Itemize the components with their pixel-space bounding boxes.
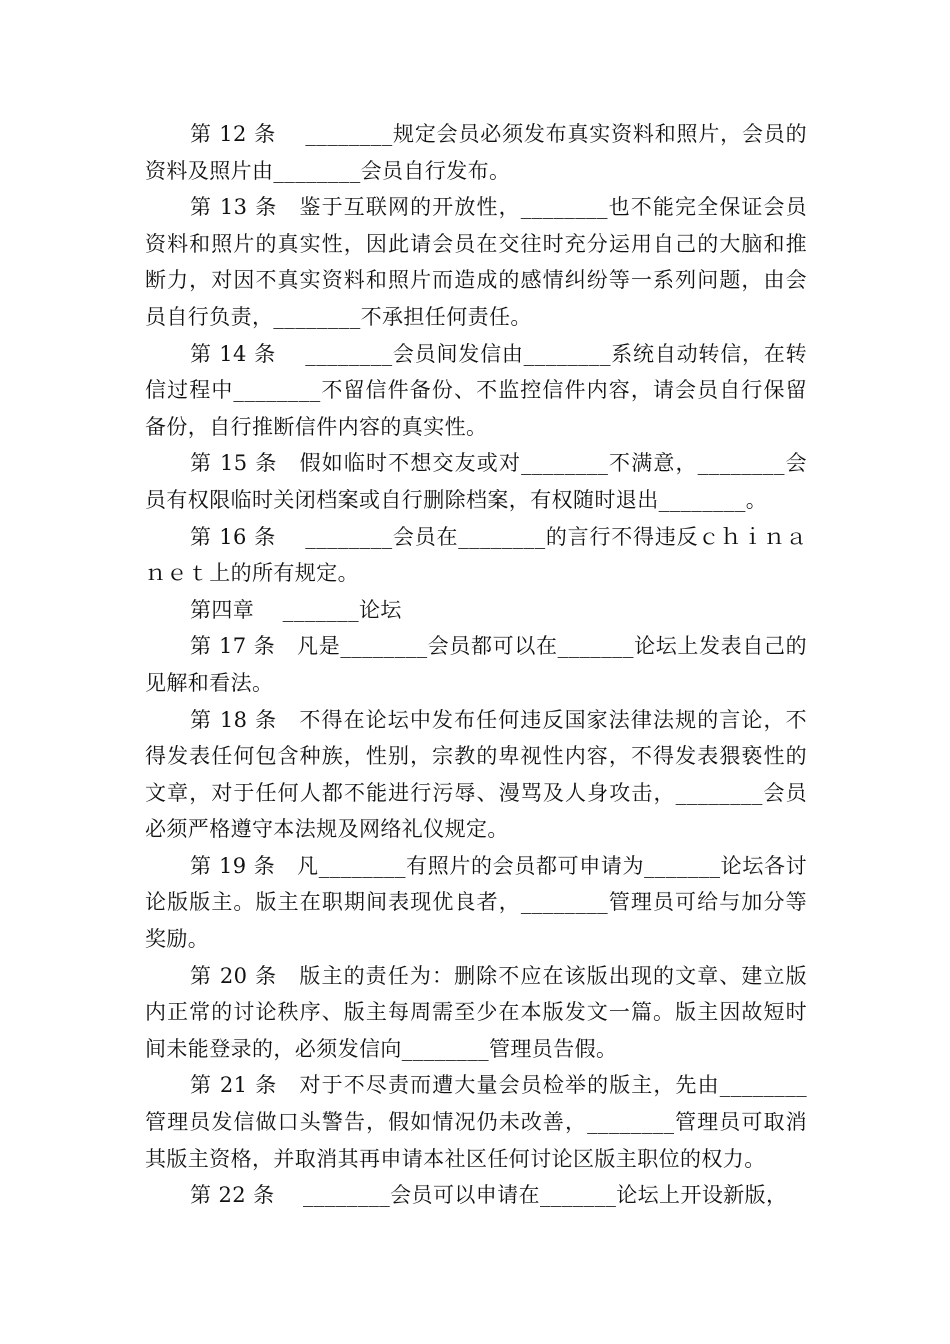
article-20: 第 20 条 版主的责任为：删除不应在该版出现的文章、建立版内正常的讨论秩序、版主每周需至少在本版发文一篇。版主因故短时间未能登录的，必须发信向________管理员告假。 [145, 963, 807, 1061]
article-21: 第 21 条 对于不尽责而遭大量会员检举的版主，先由________管理员发信做口头警告，假如情况仍未改善，________管理员可取消其版主资格，并取消其再申请本社区任何讨论区版主职位的权力。 [145, 1073, 807, 1171]
article-13: 第 13 条 鉴于互联网的开放性，________也不能完全保证会员资料和照片的真实性，因此请会员在交往时充分运用自己的大脑和推断力，对因不真实资料和照片而造成的感情纠纷等一系列问题，由会员自行负责，________不承担任何责任。 [145, 195, 807, 329]
article-16: 第 16 条 ________会员在________的言行不得违反ｃｈｉｎａｎｅｔ上的所有规定。 [145, 524, 807, 586]
article-14: 第 14 条 ________会员间发信由________系统自动转信，在转信过程中________不留信件备份、不监控信件内容，请会员自行保留备份，自行推断信件内容的真实性。 [145, 341, 807, 439]
article-12: 第 12 条 ________规定会员必须发布真实资料和照片，会员的资料及照片由________会员自行发布。 [145, 122, 807, 183]
article-15: 第 15 条 假如临时不想交友或对________不满意，________会员有权限临时关闭档案或自行删除档案，有权随时退出________。 [145, 451, 807, 512]
article-17: 第 17 条 凡是________会员都可以在_______论坛上发表自己的见解和看法。 [145, 634, 807, 695]
article-22: 第 22 条 ________会员可以申请在_______论坛上开设新版， [190, 1183, 788, 1208]
chapter-4-heading: 第四章 _______论坛 [190, 597, 402, 622]
article-19: 第 19 条 凡________有照片的会员都可申请为_______论坛各讨论版版主。版主在职期间表现优良者，________管理员可给与加分等奖励。 [145, 853, 807, 952]
article-18: 第 18 条 不得在论坛中发布任何违反国家法律法规的言论，不得发表任何包含种族，性别，宗教的卑视性内容，不得发表猥亵性的文章，对于任何人都不能进行污辱、漫骂及人身攻击，________会员必须严格遵守本法规及网络礼仪规定。 [145, 707, 807, 842]
document-body [145, 116, 807, 1214]
